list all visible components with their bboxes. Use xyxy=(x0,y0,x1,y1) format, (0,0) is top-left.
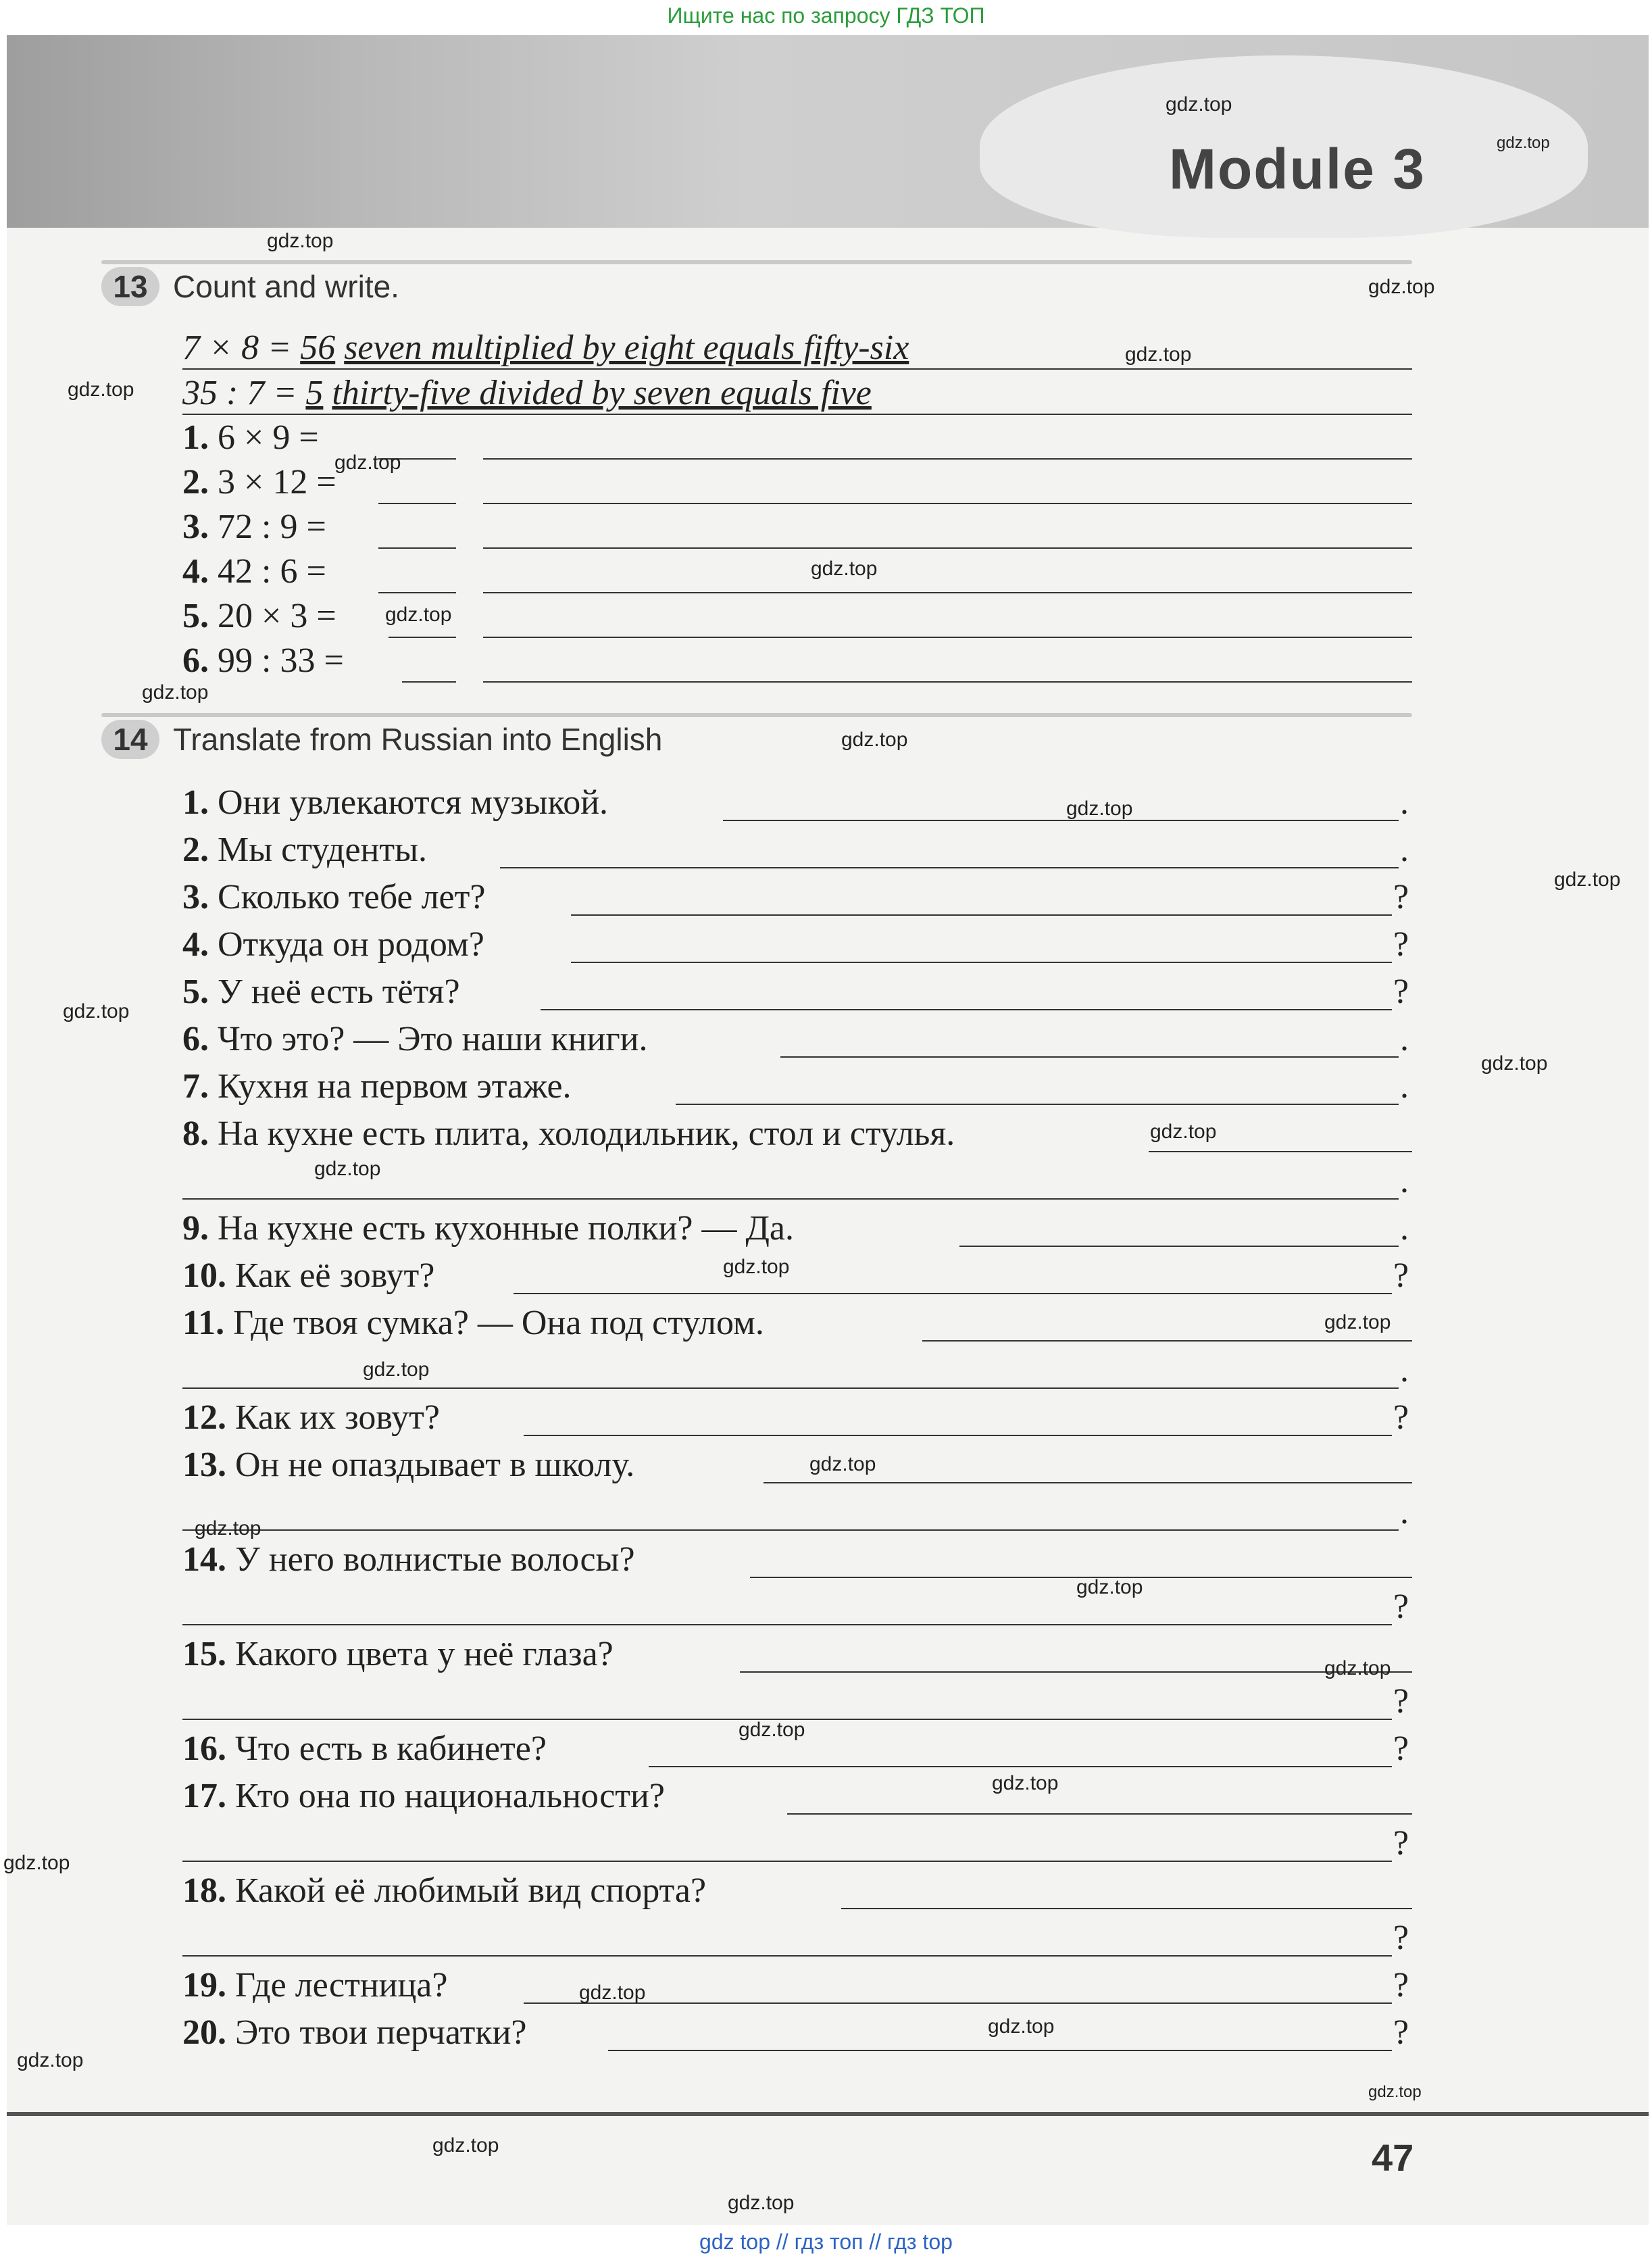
answer-blank[interactable] xyxy=(182,1955,1392,1957)
ex14-item: 20. Это твои перчатки? xyxy=(182,2013,527,2052)
answer-blank[interactable] xyxy=(182,1198,1399,1200)
ex14-item: 6. Что это? — Это наши книги. xyxy=(182,1020,648,1058)
watermark: gdz.top xyxy=(1368,2083,1422,2101)
result-blank[interactable] xyxy=(389,637,456,638)
ex13-item: 6. 99 : 33 = xyxy=(182,641,344,680)
watermark: gdz.top xyxy=(1481,1052,1548,1075)
ex13-header xyxy=(101,267,399,306)
ex14-item: 5. У неё есть тётя? xyxy=(182,973,460,1011)
ex14-item: 7. Кухня на первом этаже. xyxy=(182,1067,572,1106)
watermark: gdz.top xyxy=(1324,1657,1391,1679)
ex14-rule xyxy=(101,713,1412,717)
watermark: gdz.top xyxy=(579,1982,646,2004)
ex14-item: 3. Сколько тебе лет? xyxy=(182,878,486,916)
answer-blank[interactable] xyxy=(608,2050,1392,2051)
ex13-item: 4. 42 : 6 = xyxy=(182,552,326,591)
ex13-number: 13 xyxy=(101,267,159,306)
ex13-example-2: 35 : 7 = 5 thirty-five divided by seven equals five xyxy=(182,374,872,412)
watermark: gdz.top xyxy=(195,1517,261,1540)
watermark: gdz.top xyxy=(811,558,878,580)
watermark: gdz.top xyxy=(17,2049,84,2071)
watermark: gdz.top xyxy=(3,1852,70,1874)
end-punct: . xyxy=(1400,1162,1409,1200)
ex14-item: 16. Что есть в кабинете? xyxy=(182,1729,547,1768)
answer-blank[interactable] xyxy=(959,1246,1399,1247)
ex13-rule xyxy=(101,260,1412,264)
bottom-links[interactable]: gdz top // гдз топ // гдз top xyxy=(699,2230,953,2254)
ex14-title: Translate from Russian into English xyxy=(173,722,663,757)
watermark: gdz.top xyxy=(841,729,908,751)
ex14-item: 10. Как её зовут? xyxy=(182,1256,435,1295)
watermark: gdz.top xyxy=(1368,276,1435,298)
ex13-item: 1. 6 × 9 = xyxy=(182,418,319,457)
end-punct: ? xyxy=(1393,973,1409,1011)
answer-blank[interactable] xyxy=(182,1861,1392,1862)
answer-blank[interactable] xyxy=(1149,1151,1412,1152)
end-punct: ? xyxy=(1393,1398,1409,1437)
end-punct: . xyxy=(1400,783,1409,822)
answer-blank[interactable] xyxy=(182,1624,1392,1625)
answer-blank[interactable] xyxy=(764,1482,1412,1483)
answer-blank[interactable] xyxy=(787,1813,1412,1815)
end-punct: ? xyxy=(1393,2013,1409,2052)
ex14-header xyxy=(101,720,662,759)
watermark: gdz.top xyxy=(1497,134,1550,152)
watermark: gdz.top xyxy=(334,451,401,474)
ex14-item: 2. Мы студенты. xyxy=(182,831,428,869)
answer-blank[interactable] xyxy=(740,1671,1412,1673)
ex14-item: 13. Он не опаздывает в школу. xyxy=(182,1446,635,1484)
ex14-item: 1. Они увлекаются музыкой. xyxy=(182,783,609,822)
words-blank[interactable] xyxy=(483,547,1412,549)
page-number: 47 xyxy=(1372,2136,1414,2179)
ex13-item: 2. 3 × 12 = xyxy=(182,463,336,501)
end-punct: . xyxy=(1400,1351,1409,1390)
answer-blank[interactable] xyxy=(723,820,1399,821)
answer-blank[interactable] xyxy=(500,867,1399,868)
watermark: gdz.top xyxy=(314,1158,381,1180)
end-punct: ? xyxy=(1393,1966,1409,2005)
ex14-item: 9. На кухне есть кухонные полки? — Да. xyxy=(182,1209,794,1248)
end-punct: ? xyxy=(1393,925,1409,964)
header-band xyxy=(7,35,1649,228)
ex14-item: 17. Кто она по национальности? xyxy=(182,1777,665,1815)
watermark: gdz.top xyxy=(1125,343,1192,366)
end-punct: . xyxy=(1400,1493,1409,1531)
ex14-item: 12. Как их зовут? xyxy=(182,1398,440,1437)
words-blank[interactable] xyxy=(483,503,1412,504)
ex13-item: 3. 72 : 9 = xyxy=(182,508,326,546)
answer-blank[interactable] xyxy=(182,1387,1399,1389)
answer-blank[interactable] xyxy=(676,1104,1399,1105)
watermark: gdz.top xyxy=(432,2134,499,2157)
result-blank[interactable] xyxy=(402,681,456,683)
end-punct: ? xyxy=(1393,1824,1409,1863)
end-punct: ? xyxy=(1393,878,1409,916)
watermark: gdz.top xyxy=(1166,93,1232,116)
watermark: gdz.top xyxy=(68,378,134,401)
answer-blank[interactable] xyxy=(541,1009,1392,1010)
ex14-item: 19. Где лестница? xyxy=(182,1966,448,2005)
ex14-number: 14 xyxy=(101,720,159,759)
end-punct: . xyxy=(1400,1209,1409,1248)
watermark: gdz.top xyxy=(363,1358,430,1381)
end-punct: ? xyxy=(1393,1588,1409,1626)
end-punct: . xyxy=(1400,1067,1409,1106)
watermark: gdz.top xyxy=(988,2015,1055,2038)
end-punct: ? xyxy=(1393,1682,1409,1721)
watermark: gdz.top xyxy=(267,230,334,252)
ex13-title: Count and write. xyxy=(173,269,399,304)
answer-blank[interactable] xyxy=(571,914,1392,916)
end-punct: ? xyxy=(1393,1729,1409,1768)
watermark: gdz.top xyxy=(1554,868,1621,891)
result-blank[interactable] xyxy=(378,547,456,549)
ex14-item: 4. Откуда он родом? xyxy=(182,925,484,964)
answer-blank[interactable] xyxy=(922,1340,1412,1342)
answer-blank[interactable] xyxy=(524,2002,1392,2004)
end-punct: . xyxy=(1400,831,1409,869)
ex14-item: 14. У него волнистые волосы? xyxy=(182,1540,635,1579)
ex13-example-1: 7 × 8 = 56 seven multiplied by eight equals fifty-six xyxy=(182,328,909,367)
words-blank[interactable] xyxy=(483,681,1412,683)
answer-blank[interactable] xyxy=(182,1529,1399,1531)
answer-blank[interactable] xyxy=(649,1766,1392,1767)
watermark: gdz.top xyxy=(739,1719,805,1741)
watermark: gdz.top xyxy=(142,681,209,704)
watermark: gdz.top xyxy=(1150,1121,1217,1143)
ex13-item: 5. 20 × 3 = xyxy=(182,597,336,635)
watermark: gdz.top xyxy=(728,2192,795,2214)
watermark: gdz.top xyxy=(992,1772,1059,1794)
ex14-item: 15. Какого цвета у неё глаза? xyxy=(182,1635,614,1673)
result-blank[interactable] xyxy=(378,592,456,593)
answer-blank[interactable] xyxy=(524,1435,1392,1436)
answer-line xyxy=(182,368,1412,370)
answer-blank[interactable] xyxy=(571,962,1392,963)
result-blank[interactable] xyxy=(378,503,456,504)
end-punct: ? xyxy=(1393,1919,1409,1957)
words-blank[interactable] xyxy=(483,592,1412,593)
end-punct: ? xyxy=(1393,1256,1409,1295)
watermark: gdz.top xyxy=(385,604,452,626)
ex14-item: 8. На кухне есть плита, холодильник, стол и стулья. xyxy=(182,1114,955,1153)
ex14-item: 18. Какой её любимый вид спорта? xyxy=(182,1871,707,1910)
watermark: gdz.top xyxy=(1324,1311,1391,1333)
watermark: gdz.top xyxy=(809,1453,876,1475)
watermark: gdz.top xyxy=(1076,1576,1143,1598)
answer-blank[interactable] xyxy=(514,1293,1392,1294)
top-banner-link[interactable]: Ищите нас по запросу ГДЗ ТОП xyxy=(667,3,985,28)
answer-line xyxy=(182,414,1412,415)
watermark: gdz.top xyxy=(723,1256,790,1278)
words-blank[interactable] xyxy=(483,637,1412,638)
footer-rule xyxy=(7,2112,1649,2116)
module-title: Module 3 xyxy=(1168,137,1426,201)
answer-blank[interactable] xyxy=(841,1908,1412,1909)
answer-blank[interactable] xyxy=(780,1056,1399,1058)
watermark: gdz.top xyxy=(63,1000,130,1023)
words-blank[interactable] xyxy=(483,458,1412,460)
ex14-item: 11. Где твоя сумка? — Она под стулом. xyxy=(182,1304,764,1342)
watermark: gdz.top xyxy=(1066,797,1133,820)
end-punct: . xyxy=(1400,1020,1409,1058)
